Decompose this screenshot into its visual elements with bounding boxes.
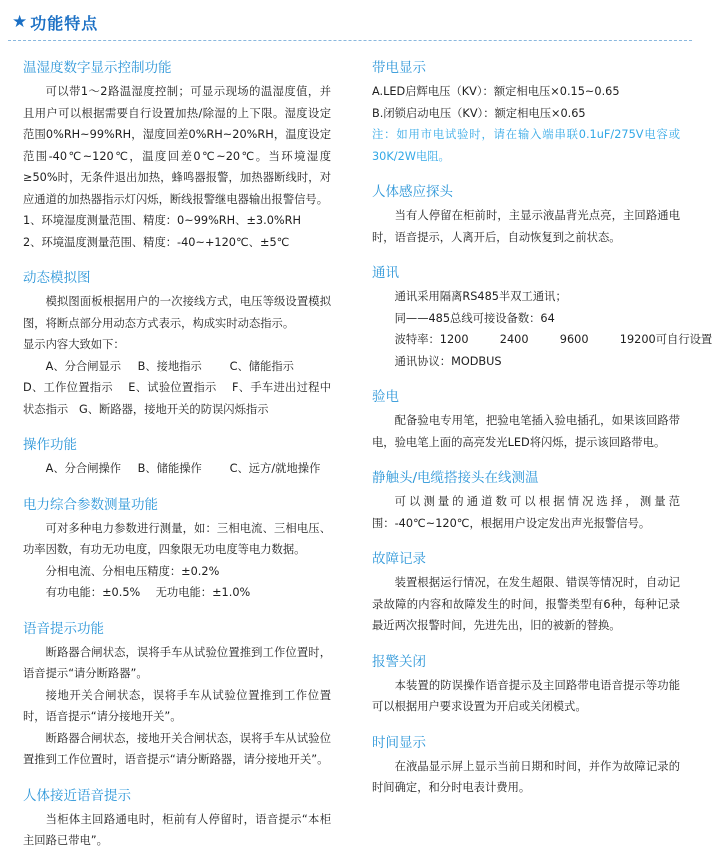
section-text: 模拟图面板根据用户的一次接线方式，电压等级设置模拟图，将断点部分用动态方式表示，构成实时动态指示。 [23,295,331,330]
item-row [23,458,331,480]
section-live-display [372,58,680,167]
section-heading: 静触头/电缆搭接头在线测温 [372,470,539,486]
section-power-measure [23,495,331,604]
section-voice-prompt [23,619,331,771]
section-text: 本装置的防误操作语音提示及主回路带电语音提示等功能可以根据用户要求设置为开启或关闭模式。 [372,678,680,713]
spec-line: 1、环境湿度测量范围、精度：0~99%RH、±3.0%RH [23,214,301,227]
baud-label: 波特率： [394,333,440,346]
section-text: 装置根据运行情况，在发生超限、错误等情况时，自动记录故障的内容和故障发生的时间，报警类型有6种，每种记录最近两次报警时间，先进先出，旧的被新的替换。 [372,576,680,632]
spec-line: 2、环境温度测量范围、精度：-40~+120℃、±5℃ [23,235,290,249]
list-item: A、分合闸显示 [45,359,122,373]
list-item: A、分合闸操作 [45,462,122,475]
section-text: 配备验电专用笔，把验电笔插入验电插孔，如果该回路带电，验电笔上面的高亮发光LED将闪烁，提示该回路带电。 [372,414,680,449]
section-temp-measure [372,468,680,534]
list-item: B、接地指示 [137,359,202,373]
section-text: 断路器合闸状态，接地开关合闸状态，误将手车从试验位置推到工作位置时，语音提示“请分断路器，请分接地开关”。 [23,731,331,766]
accuracy-item: 有功电能：±0.5% [45,586,141,599]
list-item: E、试验位置指示 [128,381,217,394]
section-heading: 时间显示 [372,734,426,751]
accuracy-row [23,582,331,604]
baud-value: 1200 [439,333,469,346]
section-heading: 带电显示 [372,60,426,76]
section-alarm-off [372,652,680,718]
section-heading: 故障记录 [372,551,426,567]
section-heading: 人体接近语音提示 [23,787,131,804]
section-text: 断路器合闸状态，误将手车从试验位置推到工作位置时，语音提示“请分断路器”。 [23,645,331,680]
section-heading: 通讯 [372,265,399,281]
section-heading: 温湿度数字显示控制功能 [23,60,172,76]
accuracy-item: 无功电能：±1.0% [155,586,251,599]
left-column [23,58,331,867]
section-heading: 动态模拟图 [23,270,91,286]
section-mimic-diagram [23,268,331,420]
list-item: C、储能指示 [229,359,294,373]
list-item-flow [23,377,331,420]
list-item: C、远方/就地操作 [229,462,321,475]
page-title: 功能特点 [30,13,99,33]
section-temp-humidity [23,58,331,253]
section-fault-record [372,549,680,637]
right-column [372,58,712,814]
section-text: 接地开关合闸状态，误将手车从试验位置推到工作位置时，语音提示“请分接地开关”。 [23,688,331,723]
spec-line: B.闭锁启动电压（KV）：额定相电压×0.65 [372,106,586,120]
section-operation [23,435,331,480]
note-text: 注：如用市电试验时，请在输入端串联0.1uF/275V电容或30K/2W电阻。 [372,128,680,163]
section-heading: 报警关闭 [372,653,426,670]
section-heading: 验电 [372,389,399,405]
section-text: 可以带1～2路温湿度控制；可显示现场的温湿度值，并且用户可以根据需要自行设置加热/除湿的上下限。湿度设定范围0%RH~99%RH，湿度回差0%RH~20%RH，温度设定范围-40℃~120℃，温度回差0℃~20℃。当环境湿度≥50%时，无条件退出加热，蜂鸣器报警，加热器断线时，对应通道的加热器指示灯闪烁，断线报警继电器输出报警信号。 [23,85,331,206]
spec-line: 通讯采用隔离RS485半双工通讯； [394,290,567,303]
spec-line: 通讯协议：MODBUS [394,354,502,368]
baud-row [372,329,712,351]
header-divider [8,40,692,41]
section-text: 可以测量的通道数可以根据情况选择，测量范围：-40℃~120℃，根据用户设定发出声光报警信号。 [372,495,680,530]
baud-value: 19200可自行设置 [619,333,712,346]
spec-line: 同——485总线可接设备数：64 [394,311,555,325]
list-item: D、工作位置指示 [23,381,113,394]
list-item: F、手车进出过程中状态指示 [23,381,331,416]
section-text: 可对多种电力参数进行测量，如：三相电流、三相电压、功率因数，有功无功电度，四象限无功电度等电力数据。 [23,521,331,556]
section-human-sensor [372,182,680,248]
section-heading: 人体感应探头 [372,184,453,200]
section-proximity-voice [23,786,331,852]
spec-line: A.LED启辉电压（KV）：额定相电压×0.15~0.65 [372,85,620,98]
list-item: G、断路器，接地开关的防误闪烁指示 [78,402,269,416]
list-item: B、储能操作 [137,462,202,475]
baud-value: 9600 [559,333,589,346]
section-text: 当柜体主回路通电时，柜前有人停留时，语音提示“本柜主回路已带电”。 [23,812,331,847]
accuracy-line: 分相电流、分相电压精度：±0.2% [45,564,220,578]
section-text: 显示内容大致如下： [23,338,125,351]
star-icon: ★ [12,12,28,32]
section-electroscope [372,387,680,453]
section-text: 当有人停留在柜前时，主显示液晶背光点亮，主回路通电时，语音提示，人离开后，自动恢复到之前状态。 [372,209,680,244]
section-time-display [372,733,680,799]
item-row [23,356,331,378]
section-heading: 语音提示功能 [23,620,104,637]
baud-value: 2400 [499,333,529,346]
section-heading: 操作功能 [23,437,77,453]
section-text: 在液晶显示屏上显示当前日期和时间，并作为故障记录的时间确定，和分时电表计费用。 [372,759,680,794]
section-communication [372,263,712,372]
section-heading: 电力综合参数测量功能 [23,496,158,513]
page-header [12,10,98,34]
